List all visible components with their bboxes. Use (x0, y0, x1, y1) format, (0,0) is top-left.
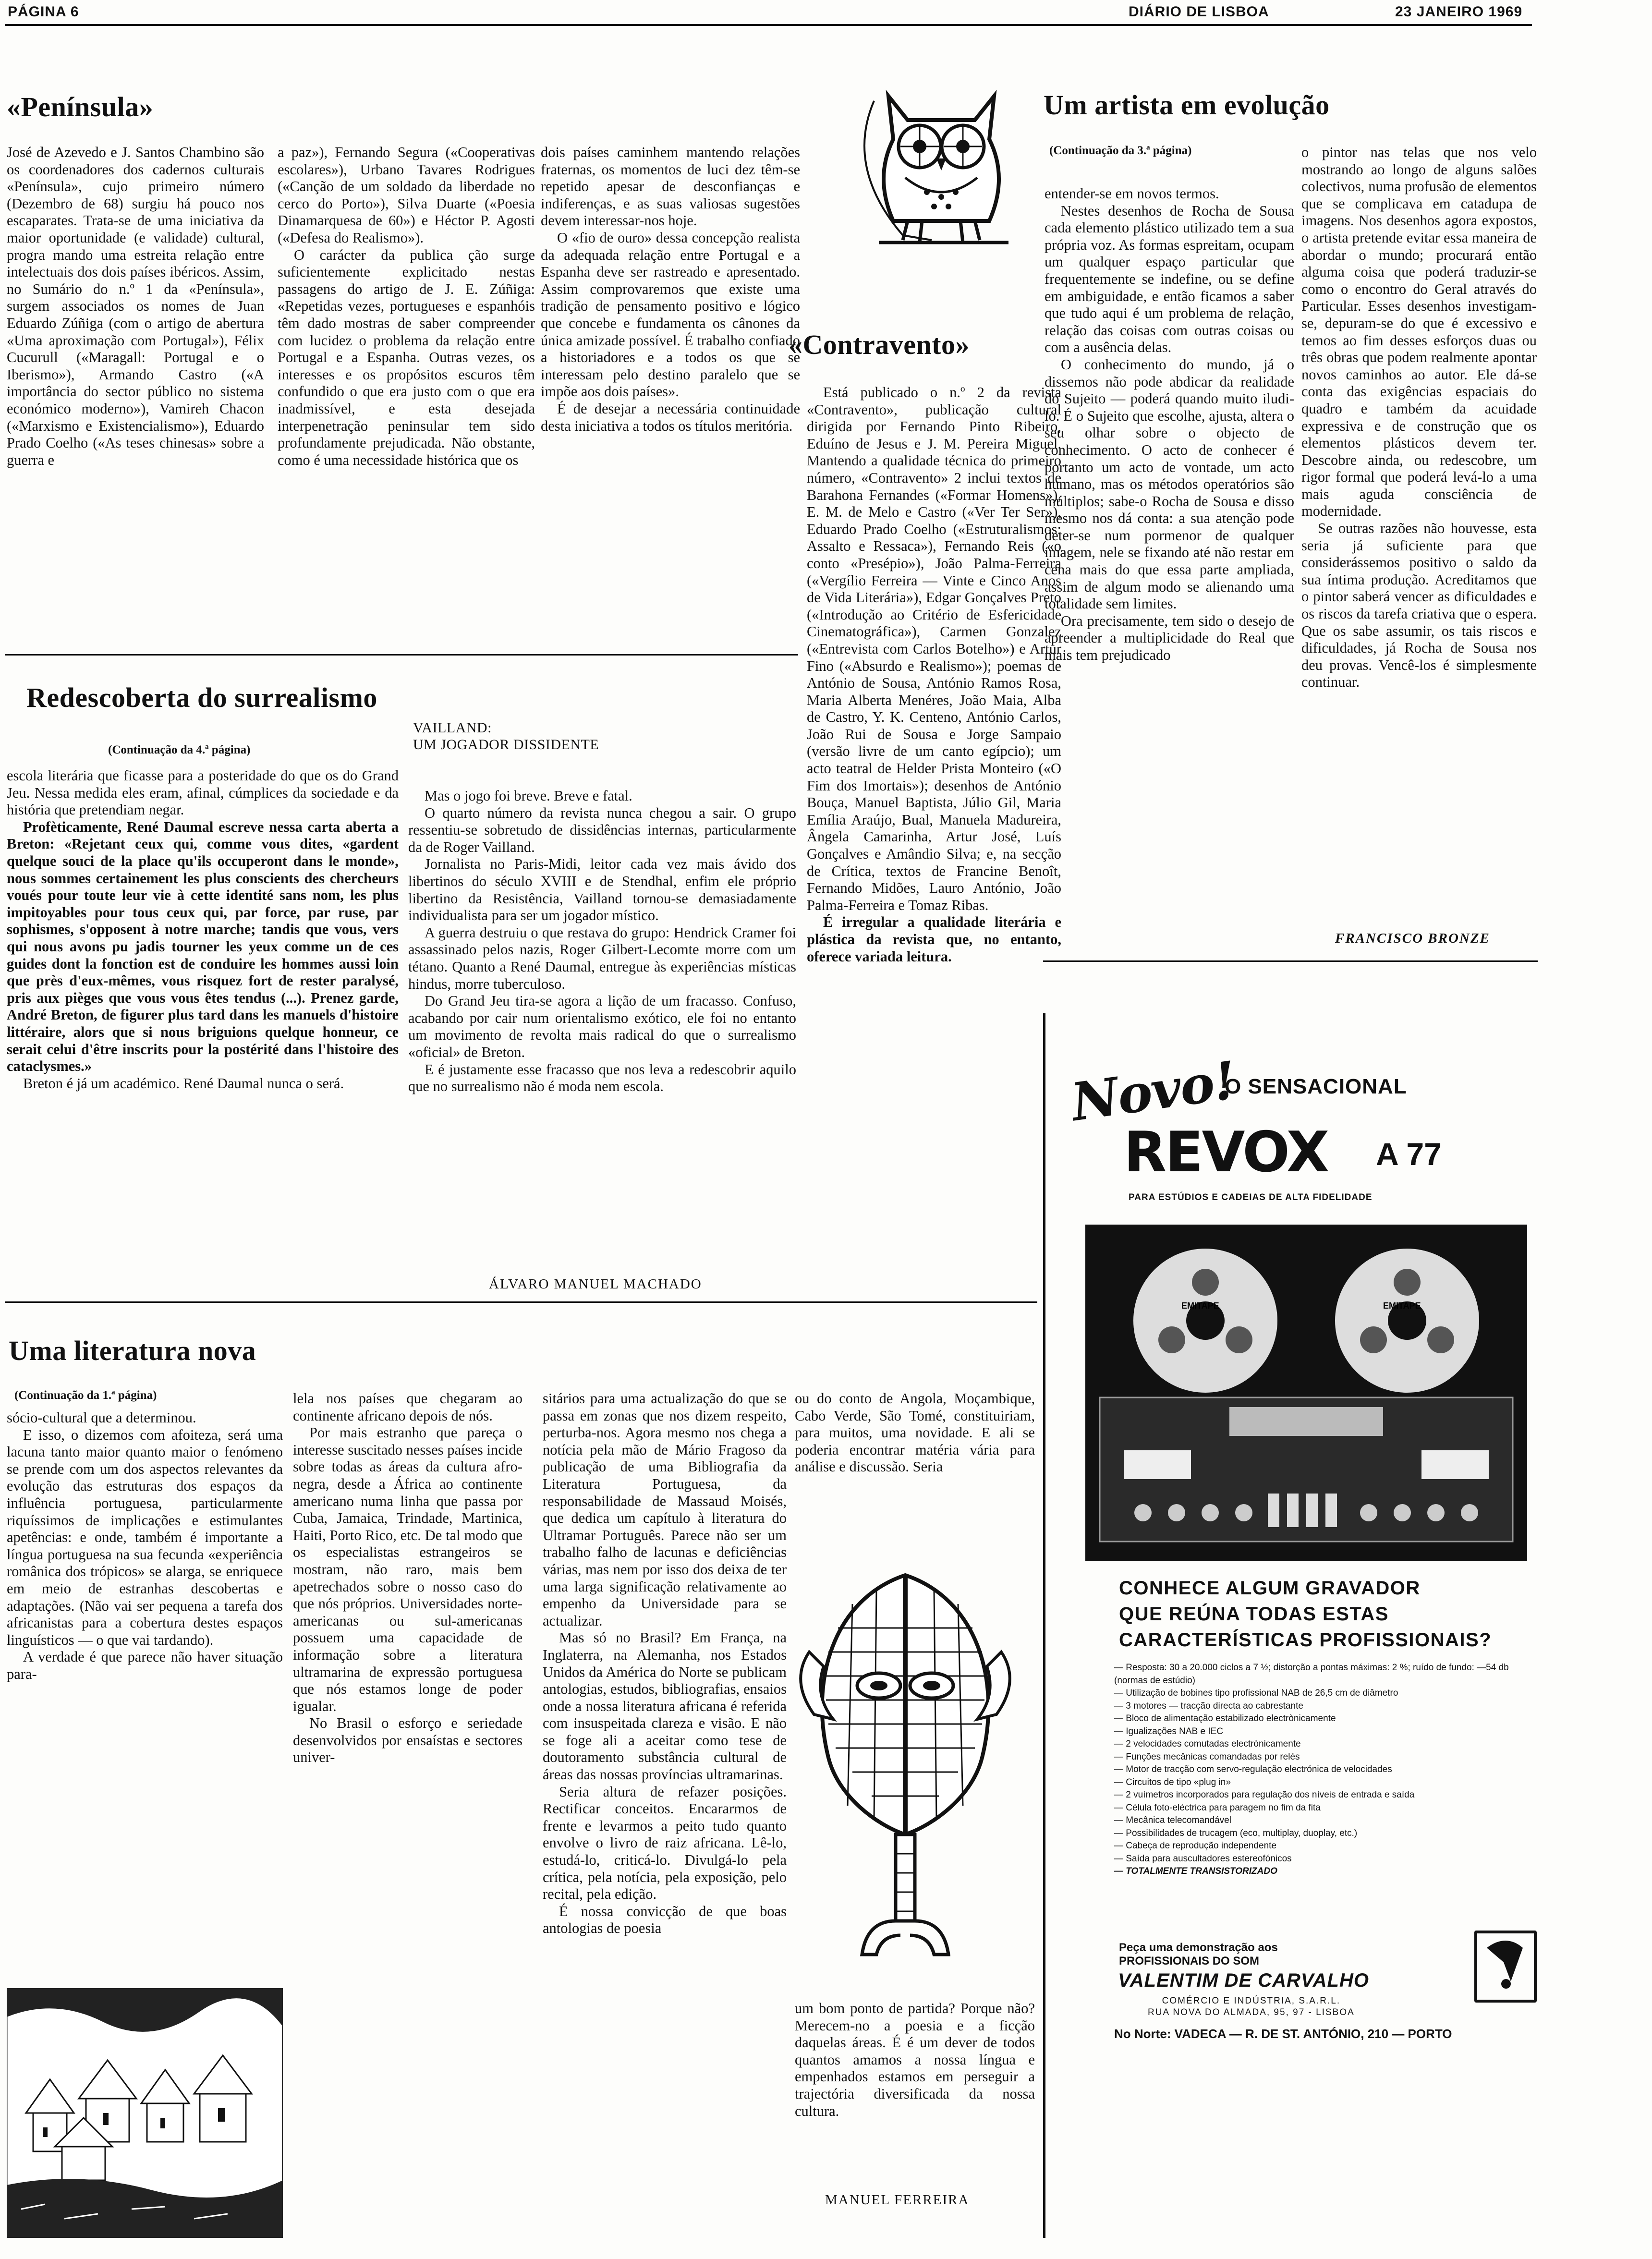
peninsula-paragraph: a paz»), Fernando Segura («Cooperativas escolares»), Urbano Tavares Rodrigues («Canção de um soldado da liberdade no cerco do Porto»), Silva Duarte («Poesia Dinamarquesa de 60») e Héctor P. Agosti («Defesa do Realismo»). (278, 144, 535, 246)
surrealismo-paragraph: Mas o jogo foi breve. Breve e fatal. (425, 788, 632, 804)
section-rule (5, 1301, 1037, 1303)
artista-column-1 (1045, 185, 1294, 959)
ad-divider (1043, 1013, 1045, 2238)
peninsula-column-2 (278, 144, 535, 644)
ad-feature: — Possibilidades de trucagem (eco, multiplay, duoplay, etc.) (1114, 1827, 1527, 1840)
ad-question-line: QUE REÚNA TODAS ESTAS (1119, 1603, 1389, 1625)
signature-alvaro-manuel-machado: ÁLVARO MANUEL MACHADO (489, 1276, 702, 1292)
ad-feature: — 2 vuímetros incorporados para regulação dos níveis de entrada e saída (1114, 1789, 1527, 1802)
literatura-paragraph: ou do conto de Angola, Moçambique, Cabo Verde, São Tomé, constituiriam, para muitos, uma novidade. E ali se poderia encontrar matéria vária para análise e discussão. Seria (795, 1390, 1035, 1475)
surrealismo-paragraph: Breton é já um académico. René Daumal nunca o será. (23, 1075, 344, 1092)
article-title-literatura: Uma literatura nova (9, 1335, 256, 1366)
surrealismo-column-2 (408, 788, 796, 1249)
ad-feature: — Mecânica telecomandável (1114, 1814, 1527, 1827)
article-title-artista: Um artista em evolução (1044, 89, 1330, 121)
village-woodcut-illustration (7, 1988, 283, 2238)
page-number: PÁGINA 6 (8, 4, 79, 20)
ad-question (1119, 1575, 1492, 1653)
literatura-paragraph: sitários para uma actualização do que se passa em zonas que nos dizem respeito, perturba-nos. Agora mesmo nos chega a notícia pela mão de Mário Fragoso da publicação de uma Bibliografia da Literatura Portuguesa, da responsabilidade de Massaud Moisés, que dedica um capítulo à literatura do Ultramar Português. Parece não ser um trabalho falho de lacunas e deficiências várias, mas nem por isso dos deixa de ter uma larga significação relativamente ao empenho da Universidade para se actualizar. (543, 1390, 787, 1629)
literatura-paragraph: No Brasil o esforço e seriedade desenvolvidos por ensaístas e sectores univer- (293, 1715, 522, 1766)
literatura-paragraph: Mas só no Brasil? Em França, na Inglaterra, na Alemanha, nos Estados Unidos da América do Norte se publicam antologias, estudos, bibliografias, ensaios onde a nossa literatura africana é referida com insuspeitada clareza e visão. E não se foge ali a aceitar como tese de doutoramento substância cultural de áreas das nossas províncias ultramarinas. (543, 1629, 787, 1783)
artista-paragraph: Nestes desenhos de Rocha de Sousa cada elemento plástico utilizado tem a sua própria voz. As formas espreitam, ocupam um qualquer espaço particular que frequentemente se indefine, ou se define em ambiguidade, e então ficamos a saber que tudo aqui é um problema de relação, relação das coisas com outras coisas ou com a ausência delas. (1045, 202, 1294, 356)
article-title-contravento: «Contravento» (789, 329, 970, 360)
ad-feature-list (1114, 1662, 1527, 1878)
peninsula-column-3 (541, 144, 800, 644)
ad-feature: — Motor de tracção com servo-regulação electrónica de velocidades (1114, 1763, 1527, 1776)
literatura-paragraph: um bom ponto de partida? Porque não? Merecem-no a poesia e a ficção daquelas áreas. É é um dever de todos quantos amamos a nossa língua e empenhados estamos em perseguir a trajectória diversificada da nossa cultura. (795, 2000, 1035, 2119)
artista-paragraph: o pintor nas telas que nos velo mostrando ao longo de alguns salões colectivos, numa profusão de elementos que se complicava em catadupa de imagens. Nos desenhos agora expostos, o artista pretende evitar essa maneira de abordar o mundo; procurará então alguma coisa que poderá traduzir-se como o encontro do Geral através do Particular. Esses desenhos investigam-se, depuram-se do que é excessivo e temos ao fim desses esforços duas ou três obras que podem realmente apontar novos caminhos ao autor. Ele dá-se conta das exigências espaciais do quadro e também da acuidade expressiva e de construção que os elementos plásticos devem ter. Descobre ainda, ou redescobre, um rigor formal que poderá levá-lo a uma mais aguda consciência de modernidade. (1301, 144, 1537, 520)
ad-feature: — Funções mecânicas comandadas por relés (1114, 1751, 1527, 1764)
ad-company-details (1148, 1995, 1355, 2018)
tape-recorder-image (1085, 1225, 1527, 1561)
continuation-note: (Continuação da 1.ª página) (14, 1389, 157, 1402)
signature-manuel-ferreira: MANUEL FERREIRA (825, 2192, 970, 2208)
literatura-column-2 (293, 1390, 522, 1967)
ad-question-line: CARACTERÍSTICAS PROFISSIONAIS? (1119, 1629, 1492, 1651)
surrealismo-paragraph: O quarto número da revista nunca chegou a sair. O grupo ressentiu-se sobretudo de dissidências internas, particularmente da de Roger Vailland. (408, 804, 796, 855)
ad-novo-script: Novo! (1067, 1050, 1239, 1133)
peninsula-paragraph: O «fio de ouro» dessa concepção realista da adequada relação entre Portugal e a Espanha deve ser rastreado e apresentado. Assim comprovaremos que existe uma tradição de pensamento positivo e lógico que concebe e fundamenta os cânones da única amizade possível. É trabalho confiado a historiadores e a todos os que se interessam pelo destino paralelo que se impõe aos dois países». (541, 229, 800, 400)
ad-feature: — Bloco de alimentação estabilizado electrònicamente (1114, 1712, 1527, 1725)
contravento-paragraph: É irregular a qualidade literária e plástica da revista que, no entanto, oferece variada leitura. (807, 914, 1061, 965)
revox-advertisement (1066, 1052, 1546, 2108)
section-rule (5, 654, 798, 656)
ad-demo-request (1119, 1941, 1278, 1968)
surrealismo-paragraph: A guerra destruiu o que restava do grupo: Hendrick Cramer foi assassinado pelos nazis, Roger Gilbert-Lecomte morre com um tétano. Quanto a René Daumal, entregue às experiências místicas hindus, morre tuberculoso. (408, 924, 796, 992)
ad-feature: — Resposta: 30 a 20.000 ciclos a 7 ½; distorção a pontas máximas: 2 %; ruído de fundo: —54 db (normas de estúdio) (1114, 1662, 1527, 1687)
ad-demo-line: PROFISSIONAIS DO SOM (1119, 1955, 1260, 1968)
contravento-text (807, 384, 1061, 1268)
literatura-paragraph: Seria altura de refazer posições. Rectificar conceitos. Encararmos de frente e levarmos a peito tudo quanto envolve o livro de raiz africana. Lê-lo, estudá-lo, criticá-lo. Divulgá-lo pela crítica, pela notícia, pela exposição, pelo recital, pela edição. (543, 1783, 787, 1903)
peninsula-paragraph: José de Azevedo e J. Santos Chambino são os coordenadores dos cadernos culturais «Península», cujo primeiro número (Dezembro de 68) surgiu há pouco nos escaparates. Trata-se de uma iniciativa da maior oportunidade (e validade) cultural, progra mando uma estreita relação entre intelectuais dos dois países ibéricos. Assim, no Sumário do n.º 1 da «Península», surgem associados os nomes de Juan Eduardo Zúñiga (com o artigo de abertura «Uma aproximação com Portugal»), Félix Cucurull («Maragall: Portugal e o Iberismo»), Armando Castro («A importância do sector público no sistema económico moderno»), Vamireh Chacon («Marxismo e Existencialismo»), Eduardo Prado Coelho («As teses chinesas» sobre a guerra e (7, 144, 264, 468)
issue-date: 23 JANEIRO 1969 (1395, 4, 1523, 20)
literatura-paragraph: sócio-cultural que a determinou. (7, 1409, 196, 1426)
surrealismo-subheading: VAILLAND: UM JOGADOR DISSIDENTE (413, 720, 599, 753)
peninsula-paragraph: dois países caminhem mantendo relações fraternas, os momentos de luci dez têm-se repetido apesar de desconfianças e indiferenças, e as suas valiosas sugestões devem interessar-nos hoje. (541, 144, 800, 229)
ad-feature: — Circuitos de tipo «plug in» (1114, 1776, 1527, 1789)
ad-feature: — Utilização de bobines tipo profissional NAB de 26,5 cm de diâmetro (1114, 1687, 1527, 1700)
surrealismo-paragraph: escola literária que ficasse para a posteridade do que os do Grand Jeu. Nessa medida eles eram, afinal, cúmplices da sociedade e da história que pretendiam negar. (7, 767, 399, 818)
ad-question-line: CONHECE ALGUM GRAVADOR (1119, 1578, 1421, 1599)
literatura-paragraph: A verdade é que parece não haver situação para- (7, 1649, 283, 1682)
reel-label-left: EMITAPE (1181, 1301, 1219, 1311)
ad-company-name: VALENTIM DE CARVALHO (1118, 1970, 1369, 1991)
african-mask-illustration (780, 1556, 1030, 1983)
ad-tagline: PARA ESTÚDIOS E CADEIAS DE ALTA FIDELIDADE (1129, 1192, 1373, 1202)
artista-paragraph: Ora precisamente, tem sido o desejo de apreender a multiplicidade do Real que mais tem prejudicado (1045, 612, 1294, 664)
surrealismo-paragraph: Jornalista no Paris-Midi, leitor cada vez mais ávido dos libertinos do século XVIII e de Stendhal, enfim ele próprio libertino da Resistência, Vailland tornou-se demasiadamente individualista para ser um jogador místico. (408, 856, 796, 924)
continuation-note: (Continuação da 4.ª página) (108, 743, 251, 756)
signature-francisco-bronze: FRANCISCO BRONZE (1335, 931, 1490, 946)
ad-feature-highlight: — TOTALMENTE TRANSISTORIZADO (1114, 1865, 1527, 1878)
ad-feature: — 2 velocidades comutadas electrònicamente (1114, 1738, 1527, 1751)
ad-feature: — Saída para auscultadores estereofónicos (1114, 1853, 1527, 1866)
ad-north-dealer: No Norte: VADECA — R. DE ST. ANTÓNIO, 210 — PORTO (1114, 2027, 1452, 2041)
surrealismo-paragraph: E é justamente esse fracasso que nos leva a redescobrir aquilo que no surrealismo não é moda nem escola. (408, 1061, 796, 1095)
literatura-paragraph: E isso, o dizemos com afoiteza, será uma lacuna tanto maior quanto maior o fenómeno se prende com um dos aspectos relevantes da evolução das estruturas dos espaços da influência portuguesa, particularmente riquíssimos de implicações e estimulantes apetências: e onde, também é importante a língua portuguesa na sua fecunda «experiência românica dos trópicos» se alarga, se enriquece em meio de estranhas descobertas e adaptações. (Não vai ser pequena a tarefa dos africanistas para a cobertura destes espaços linguísticos — o que vai tardando). (7, 1426, 283, 1648)
artista-paragraph: entender-se em novos termos. (1045, 185, 1219, 202)
article-title-surrealismo: Redescoberta do surrealismo (26, 682, 377, 713)
surrealismo-paragraph: Profèticamente, René Daumal escreve nessa carta aberta a Breton: «Rejetant ceux qui, comme vous dites, «gardent quelque souci de la place qu'ils occuperont dans le monde», nous sommes certainement les plus conscients des chercheurs voués pour toute leur vie à cette identité sans nom, les plus impitoyables pour tous ceux qui, par force, par ruse, par sophismes, s'opposent à notre marche; tandis que vous, vers qui nous avons pu jadis tourner les yeux comme un de ces guides dont la fonction est de conduire les hommes aussi loin que près d'eux-mêmes, vous risquez fort de rester paralysé, pris aux pièges que vous vous êtes tendus (...). Prenez garde, André Breton, de figurer plus tard dans les manuels d'histoire littéraire, alors que si nous briguions quelque honneur, ce serait celui d'être inscrits pour la postérité dans l'histoire des cataclysmes.» (7, 818, 399, 1075)
section-rule (1043, 960, 1538, 962)
continuation-note: (Continuação da 3.ª página) (1049, 144, 1192, 157)
literatura-column-1 (7, 1409, 283, 1983)
peninsula-column-1 (7, 144, 264, 644)
literatura-column-3 (543, 1390, 787, 2240)
ad-feature: — Igualizações NAB e IEC (1114, 1725, 1527, 1738)
ad-brand: REVOX (1124, 1120, 1328, 1185)
owl-illustration (816, 82, 1066, 322)
contravento-paragraph: Está publicado o n.º 2 da revista «Contravento», publicação cultural dirigida por Fernando Pinto Ribeiro, Eduíno de Jesus e J. M. Pereira Miguel. Mantendo a qualidade técnica do primeiro número, «Contravento» 2 inclui textos de Barahona Fernandes («Formar Homens»), E. M. de Melo e Castro («Ver Ter Ser»), Eduardo Prado Coelho («Estruturalismos: Assalto e Ressaca»), Fernando Reis («o conto «Presépio»), João Palma-Ferreira («Vergílio Ferreira — Vinte e Cinco Anos de Vida Literária»), Edgar Gonçalves Preto («Introdução ao Critério de Esfericidade Cinematográfica»), Carmen Gonzalez («Entrevista com Carlos Botelho») e Artur Fino («Absurdo e Realismo»); poemas de António de Sousa, António Ramos Rosa, Maria Alberta Menéres, João Maia, Alba de Castro, Y. K. Centeno, António Carlos, João Rui de Sousa e Jorge Sampaio (versão livre de um canto egípcio); um acto teatral de Helder Prista Monteiro («O Fim dos Imortais»); desenhos de António Bouça, Manuel Baptista, Júlio Gil, Maria Emília Araújo, Bual, Manuela Madureira, Ângela Camarinha, Artur José, Luís Gonçalves e Amândio Silva; e, na secção de Crítica, textos de Francine Benoît, Fernando Midões, Lauro António, João Palma-Ferreira e Tomaz Ribas. (807, 384, 1061, 913)
ad-company-subtitle: COMÉRCIO E INDÚSTRIA, S.A.R.L. (1162, 1996, 1341, 2006)
artista-paragraph: O conhecimento do mundo, já o dissemos não pode abdicar da realidade do Sujeito — poderá quando muito iludi-lo. É o Sujeito que escolhe, ajusta, altera o seu olhar sobre o objecto de conhecimento. O acto de conhecer é portanto um acto de vontade, um acto humano, mas os métodos operatórios são múltiplos; sabe-o Rocha de Sousa e disso mesmo nos dá conta: a sua atenção pode deter-se num pormenor de qualquer imagem, nele se fixando até não restar em cena mais do que essa parte ampliada, assim de algum modo se alienando uma totalidade sem limites. (1045, 356, 1294, 612)
ad-company-address: RUA NOVA DO ALMADA, 95, 97 - LISBOA (1148, 2007, 1355, 2017)
artista-paragraph: Se outras razões não houvesse, esta seria já suficiente para que considerássemos positivo o saldo da sua íntima produção. Acreditamos que o pintor saberá vencer as dificuldades e os riscos da tarefa criativa que o espera. Que os sabe assumir, os tais riscos e dificuldades, já Rocha de Sousa nos deu provas. Vencê-los é simplesmente continuar. (1301, 520, 1537, 691)
newspaper-name: DIÁRIO DE LISBOA (1129, 4, 1269, 20)
ad-feature: — 3 motores — tracção directa ao cabrestante (1114, 1700, 1527, 1713)
ad-model: A 77 (1376, 1136, 1442, 1172)
peninsula-paragraph: O carácter da publica ção surge suficientemente explicitado nestas passagens do artigo de J. E. Zúñiga: «Repetidas vezes, portugueses e espanhóis têm dado mostras de saber compreender com lucidez o problema da relação entre Portugal e a Espanha. Outras vezes, os interesses e os propósitos escuros têm confundido o que era justo com o que era inadmissível, e esta desejada interpenetração peninsular tem sido profundamente prejudicada. Não obstante, como é uma necessidade histórica que os (278, 246, 535, 468)
ad-feature: — Célula foto-eléctrica para paragem no fim da fita (1114, 1802, 1527, 1815)
valentim-logo-icon (1474, 1931, 1537, 2003)
ad-feature: — Cabeça de reprodução independente (1114, 1840, 1527, 1853)
header-rule (5, 24, 1532, 26)
article-title-peninsula: «Península» (7, 91, 154, 122)
literatura-paragraph: É nossa convicção de que boas antologias de poesia (543, 1903, 787, 1937)
reel-label-right: EMITAPE (1383, 1301, 1421, 1311)
literatura-paragraph: Por mais estranho que pareça o interesse suscitado nesses países incide sobre todas as áreas da cultura afro-negra, desde a África ao continente americano numa linha que passa por Cuba, Jamaica, Trindade, Martinica, Haiti, Porto Rico, etc. De tal modo que os especialistas estrangeiros se mostram, não raro, mais bem apetrechados sobre o nosso caso do que nós próprios. Universidades norte-americanas ou sul-americanas possuem uma capacidade de informação sobre a literatura ultramarina de expressão portuguesa que nós estamos longe de poder igualar. (293, 1424, 522, 1714)
literatura-paragraph: lela nos países que chegaram ao continente africano depois de nós. (293, 1390, 522, 1424)
ad-demo-line: Peça uma demonstração aos (1119, 1941, 1278, 1954)
literatura-column-4-bottom (795, 2000, 1035, 2173)
ad-sensacional: O SENSACIONAL (1225, 1075, 1407, 1098)
surrealismo-paragraph: Do Grand Jeu tira-se agora a lição de um fracasso. Confuso, acabando por cair num orientalismo exótico, ele foi no entanto um movimento de revolta mais radical do que o surrealismo «oficial» de Breton. (408, 993, 796, 1060)
literatura-column-4-top (795, 1390, 1035, 1549)
peninsula-paragraph: É de desejar a necessária continuidade desta iniciativa a todos os títulos meritória. (541, 400, 800, 434)
surrealismo-column-1 (7, 767, 399, 1276)
artista-column-2 (1301, 144, 1537, 912)
